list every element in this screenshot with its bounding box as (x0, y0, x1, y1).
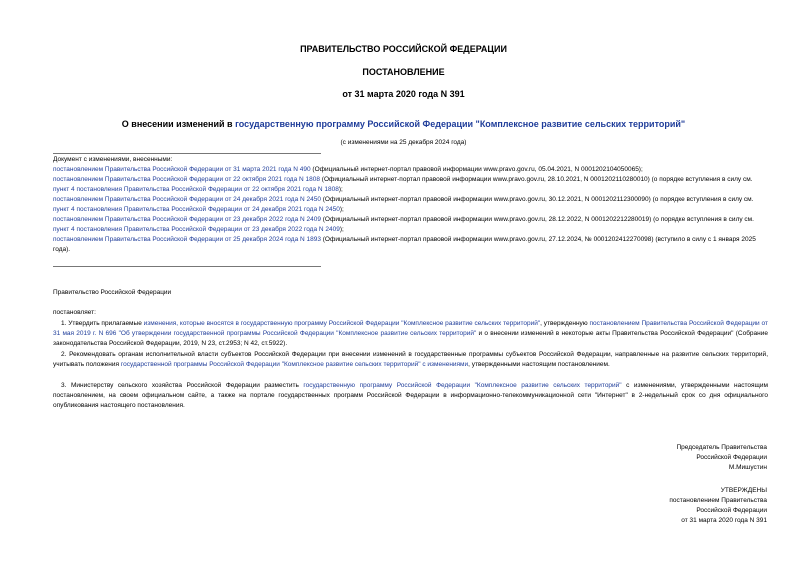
paragraph-3-text: с изменениями, утвержденными настоящим постановлением, на своем официальном сайте, а также на портале государственных программ Российской Федерации в информационно-телекоммуникационной сети "Интернет" в 2-недельный срок со дня официального опубликования настоящего постановления. (53, 382, 768, 409)
revision-note: (с изменениями на 25 декабря 2024 года) (340, 139, 467, 146)
paragraph-2-text: 2. Рекомендовать органам исполнительной власти субъектов Российской Федерации при внесении изменений в государственные программы субъектов Российской Федерации, направленные на развитие сельских территорий, учитывать положения (53, 351, 768, 368)
amendment-clause-link[interactable]: пункт 4 постановления Правительства Российской Федерации от 24 декабря 2021 года N 2450 (53, 206, 340, 213)
document-title (0, 119, 807, 129)
amendment-text-end: ); (339, 226, 344, 233)
amendments-block (53, 155, 768, 255)
approval-block (669, 486, 767, 526)
amendment-item (53, 175, 768, 195)
title-program-link[interactable]: государственную программу Российской Федерации "Комплексное развитие сельских территорий" (235, 119, 686, 129)
program-link[interactable]: государственную программу Российской Федерации "Комплексное развитие сельских территорий" (303, 382, 622, 389)
issuer-heading: ПРАВИТЕЛЬСТВО РОССИЙСКОЙ ФЕДЕРАЦИИ (300, 44, 507, 54)
changes-link[interactable]: изменения, которые вносятся в государственную программу Российской Федерации "Комплексное развитие сельских территорий" (143, 320, 541, 327)
amendment-clause-link[interactable]: пункт 4 постановления Правительства Российской Федерации от 22 октября 2021 года N 1808 (53, 186, 339, 193)
paragraph-3-text: 3. Министерству сельского хозяйства Российской Федерации разместить (61, 382, 304, 389)
approval-date: от 31 марта 2020 года N 391 (681, 517, 767, 524)
signature-block (676, 443, 767, 473)
amendment-item (53, 195, 768, 215)
amendment-text: (Официальный интернет-портал правовой информации www.pravo.gov.ru, 28.10.2021, N 0001202110280010) (о порядке вступления в силу см. (319, 176, 753, 183)
paragraph-1-text: и о внесении изменений в некоторые акты Правительства Российской Федерации" (Собрание законодательства Российской Федерации, 2019, N 23, ст.2953; N 42, ст.5922). (53, 330, 768, 347)
amendment-link[interactable]: постановлением Правительства Российской Федерации от 25 декабря 2024 года N 1893 (53, 236, 321, 243)
decrees-line: постановляет: (53, 309, 96, 316)
amendment-link[interactable]: постановлением Правительства Российской Федерации от 23 декабря 2022 года N 2409 (53, 216, 321, 223)
approval-line: постановлением Правительства (669, 497, 767, 504)
program-link[interactable]: государственной программы Российской Федерации "Комплексное развитие сельских территорий" с изменениями (120, 361, 469, 368)
signer-org: Российской Федерации (696, 454, 767, 461)
paragraph-2-text: , утвержденными настоящим постановлением. (468, 361, 610, 368)
paragraph-2 (53, 350, 768, 370)
signer-title: Председатель Правительства (676, 444, 767, 451)
amendments-intro: Документ с изменениями, внесенными: (53, 156, 173, 163)
amendment-link[interactable]: постановлением Правительства Российской Федерации от 24 декабря 2021 года N 2450 (53, 196, 321, 203)
amendment-text-end: ); (338, 186, 343, 193)
amendment-text: (Официальный интернет-портал правовой информации www.pravo.gov.ru, 27.12.2024, № 0001202412270098) (вступило в силу с 1 января 2025 года). (53, 236, 756, 253)
amendment-clause-link[interactable]: пункт 4 постановления Правительства Российской Федерации от 23 декабря 2022 года N 2409 (53, 226, 340, 233)
paragraph-3 (53, 381, 768, 411)
amendment-text: (Официальный интернет-портал правовой информации www.pravo.gov.ru, 28.12.2022, N 0001202212280019) (о порядке вступления в силу см. (320, 216, 754, 223)
amendment-text: (Официальный интернет-портал правовой информации www.pravo.gov.ru, 05.04.2021, N 0001202104050065); (310, 166, 643, 173)
decree-696-link[interactable]: постановлением Правительства Российской Федерации от 31 мая 2019 г. N 696 "Об утверждении государственной программы Российской Федерации "Комплексное развитие сельских территорий" (53, 320, 768, 337)
title-prefix: О внесении изменений в (121, 119, 236, 129)
amendment-text: (Официальный интернет-портал правовой информации www.pravo.gov.ru, 30.12.2021, N 0001202112300090) (о порядке вступления в силу см. (320, 196, 754, 203)
amendment-text-end: ); (339, 206, 344, 213)
approval-line: Российской Федерации (696, 507, 767, 514)
amendment-item (53, 235, 768, 255)
paragraph-1 (53, 319, 768, 349)
divider-top (53, 153, 321, 154)
approval-heading: УТВЕРЖДЕНЫ (720, 487, 767, 494)
amendment-item (53, 165, 768, 175)
paragraph-1-text: , утвержденную (540, 320, 590, 327)
amendment-link[interactable]: постановлением Правительства Российской Федерации от 22 октября 2021 года N 1808 (53, 176, 320, 183)
signer-name: М.Мишустин (728, 464, 767, 471)
amendment-item (53, 215, 768, 235)
date-number-heading: от 31 марта 2020 года N 391 (342, 89, 465, 99)
divider-bottom (53, 266, 321, 267)
paragraph-1-text: 1. Утвердить прилагаемые (61, 320, 144, 327)
amendment-link[interactable]: постановлением Правительства Российской Федерации от 31 марта 2021 года N 490 (53, 166, 311, 173)
issuer-line: Правительство Российской Федерации (53, 289, 172, 296)
doc-type-heading: ПОСТАНОВЛЕНИЕ (362, 67, 445, 77)
